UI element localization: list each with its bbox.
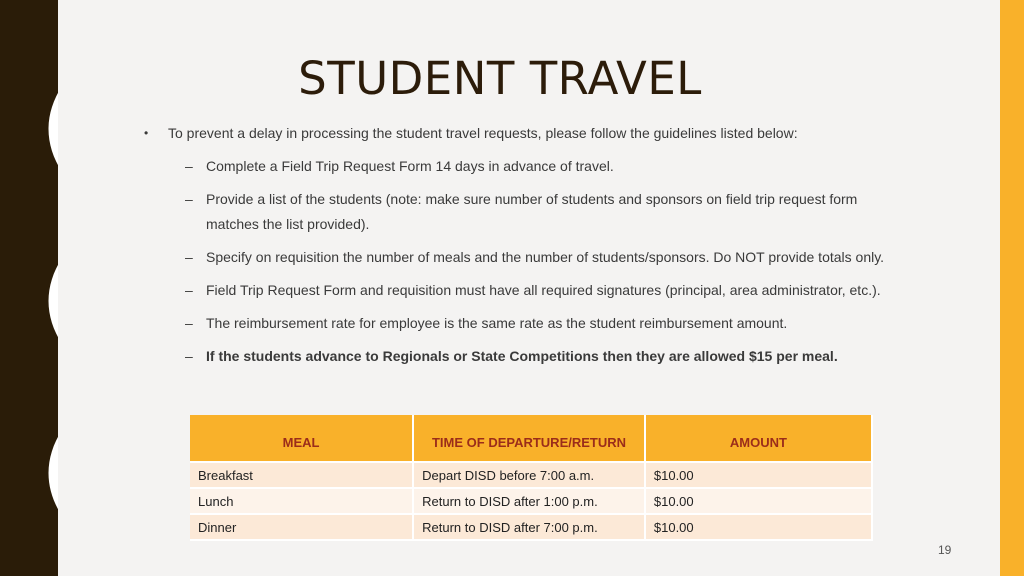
guideline-item-highlight [140,344,910,369]
table-row [190,514,872,540]
guideline-item [140,311,910,336]
table-cell-meal: Breakfast [190,462,413,488]
table-cell-amount: $10.00 [645,488,872,514]
guideline-item [140,187,910,237]
guideline-text: Specify on requisition the number of meals and the number of students/sponsors. Do NOT provide totals only. [206,249,885,265]
meal-reimbursement-table [190,415,873,541]
table-header-row [190,415,872,462]
main-bullet-text: To prevent a delay in processing the student travel requests, please follow the guidelines listed below: [168,125,798,141]
column-header-amount: AMOUNT [645,415,872,462]
guideline-text: The reimbursement rate for employee is the same rate as the student reimbursement amount. [206,315,788,331]
dash-icon: – [185,158,193,174]
guideline-list [140,154,910,369]
guideline-item [140,278,910,303]
table-row [190,462,872,488]
table-cell-time: Return to DISD after 1:00 p.m. [413,488,645,514]
guideline-text: If the students advance to Regionals or State Competitions then they are allowed $15 per meal. [206,348,838,364]
column-header-meal: MEAL [190,415,413,462]
guideline-text: Complete a Field Trip Request Form 14 days in advance of travel. [206,158,614,174]
dash-icon: – [185,249,193,265]
dash-icon: – [185,315,193,331]
page-number: 19 [938,543,952,557]
slide-title: STUDENT TRAVEL [298,52,702,105]
slide-content [140,122,910,369]
column-header-time: TIME OF DEPARTURE/RETURN [413,415,645,462]
main-bullet [140,122,910,144]
dash-icon: – [185,282,193,298]
table-row [190,488,872,514]
table-cell-meal: Lunch [190,488,413,514]
guideline-text: Provide a list of the students (note: make sure number of students and sponsors on field trip request form matches the list provided). [206,191,858,232]
table-cell-time: Depart DISD before 7:00 a.m. [413,462,645,488]
guideline-item [140,154,910,179]
dash-icon: – [185,191,193,207]
table-cell-time: Return to DISD after 7:00 p.m. [413,514,645,540]
accent-bar [1000,0,1024,576]
table-cell-amount: $10.00 [645,514,872,540]
bullet-dot-icon: • [144,126,149,140]
table-cell-amount: $10.00 [645,462,872,488]
guideline-text: Field Trip Request Form and requisition must have all required signatures (principal, area administrator, etc.). [206,282,881,298]
table-cell-meal: Dinner [190,514,413,540]
guideline-item [140,245,910,270]
dash-icon: – [185,348,193,364]
